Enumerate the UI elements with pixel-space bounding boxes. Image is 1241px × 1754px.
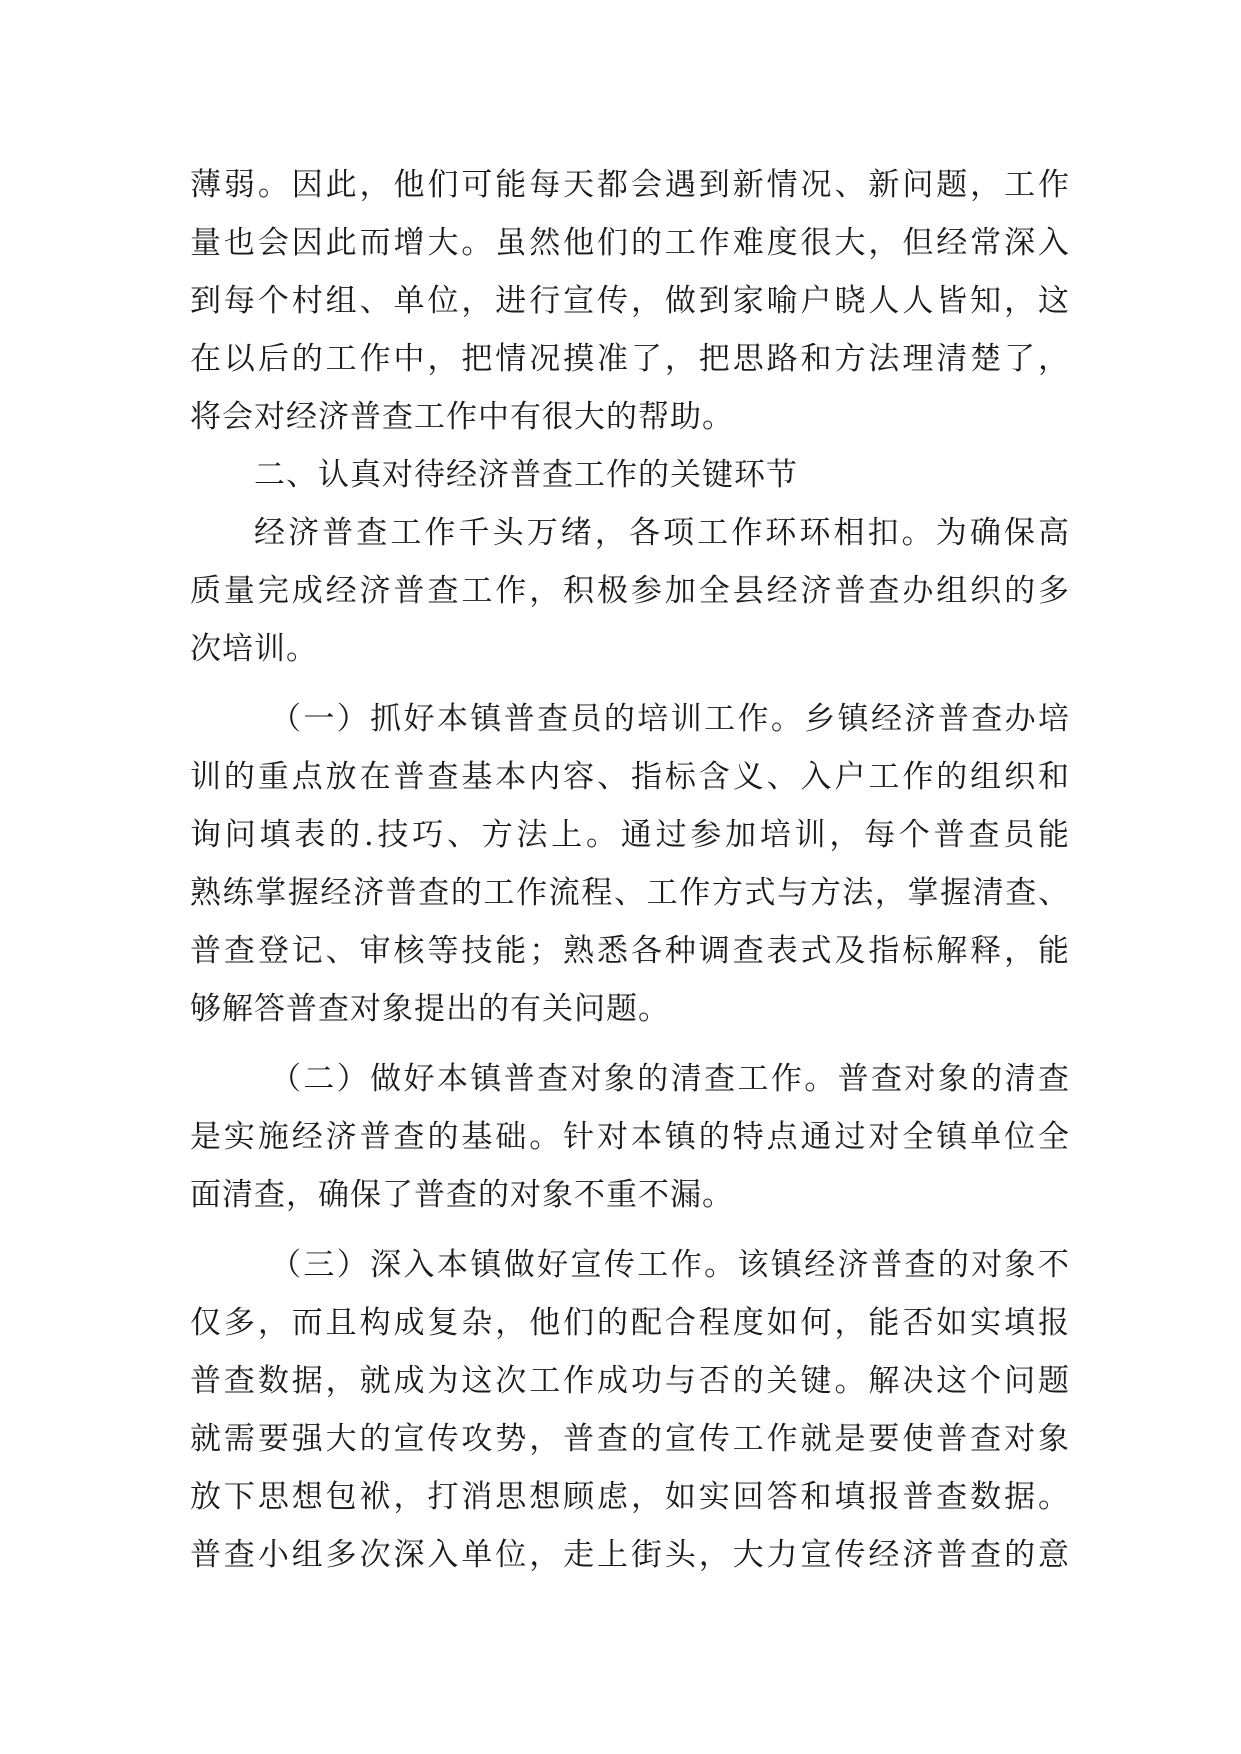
text-line: （三）深入本镇做好宣传工作。该镇经济普查的对象不 xyxy=(270,1247,1070,1283)
text-line: 经济普查工作千头万绪，各项工作环环相扣。为确保高 xyxy=(254,515,1070,551)
text-line: 熟练掌握经济普查的工作流程、工作方式与方法，掌握清查、 xyxy=(190,875,1070,911)
text-line: 普查登记、审核等技能；熟悉各种调查表式及指标解释，能 xyxy=(190,933,1070,969)
paragraph-p1 xyxy=(190,156,1070,446)
paragraph-p2 xyxy=(190,504,1070,678)
document-body xyxy=(190,156,1070,1584)
text-line: 普查小组多次深入单位，走上街头，大力宣传经济普查的意 xyxy=(190,1537,1070,1573)
text-line: 质量完成经济普查工作，积极参加全县经济普查办组织的多 xyxy=(190,573,1070,609)
text-line: 在以后的工作中，把情况摸准了，把思路和方法理清楚了， xyxy=(190,341,1070,377)
paragraph-p5 xyxy=(190,1236,1070,1584)
text-line: 到每个村组、单位，进行宣传，做到家喻户晓人人皆知，这 xyxy=(190,283,1070,319)
heading-text: 二、认真对待经济普查工作的关键环节 xyxy=(254,457,798,493)
text-line: 面清查，确保了普查的对象不重不漏。 xyxy=(190,1177,734,1213)
text-line: 就需要强大的宣传攻势，普查的宣传工作就是要使普查对象 xyxy=(190,1421,1070,1457)
paragraph-p3 xyxy=(190,690,1070,1038)
section-heading xyxy=(190,446,1070,504)
text-line: 训的重点放在普查基本内容、指标含义、入户工作的组织和 xyxy=(190,759,1070,795)
text-line: 将会对经济普查工作中有很大的帮助。 xyxy=(190,399,734,435)
text-line: 量也会因此而增大。虽然他们的工作难度很大，但经常深入 xyxy=(190,225,1070,261)
text-line: 是实施经济普查的基础。针对本镇的特点通过对全镇单位全 xyxy=(190,1119,1070,1155)
text-line: 普查数据，就成为这次工作成功与否的关键。解决这个问题 xyxy=(190,1363,1070,1399)
text-line: 够解答普查对象提出的有关问题。 xyxy=(190,991,670,1027)
paragraph-p4 xyxy=(190,1050,1070,1224)
text-line: （二）做好本镇普查对象的清查工作。普查对象的清查 xyxy=(270,1061,1070,1097)
text-line: 薄弱。因此，他们可能每天都会遇到新情况、新问题，工作 xyxy=(190,167,1070,203)
text-line: 仅多，而且构成复杂，他们的配合程度如何，能否如实填报 xyxy=(190,1305,1070,1341)
text-line: 询问填表的.技巧、方法上。通过参加培训，每个普查员能 xyxy=(190,817,1070,853)
text-line: （一）抓好本镇普查员的培训工作。乡镇经济普查办培 xyxy=(270,701,1070,737)
text-line: 放下思想包袱，打消思想顾虑，如实回答和填报普查数据。 xyxy=(190,1479,1070,1515)
text-line: 次培训。 xyxy=(190,631,318,667)
